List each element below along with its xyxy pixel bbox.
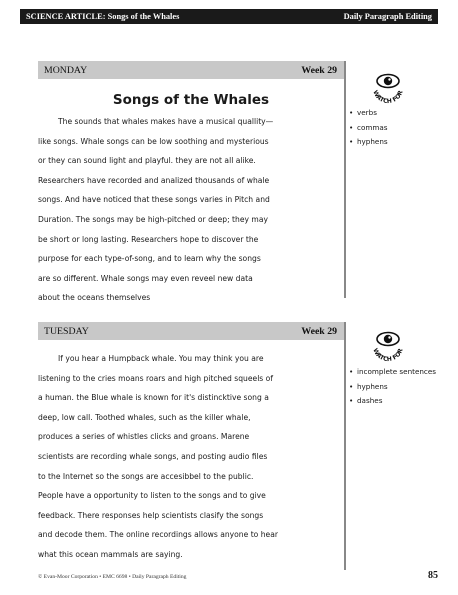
watch-for-item: • commas [348, 123, 438, 132]
article-label: SCIENCE ARTICLE: Songs of the Whales [26, 12, 180, 21]
series-label: Daily Paragraph Editing [343, 12, 432, 21]
paragraph-line: deep, low call. Toothed whales, such as the killer whale, [38, 412, 251, 422]
section-divider [344, 61, 346, 298]
paragraph-line: scientists are recording whale songs, and posting audio files [38, 451, 268, 461]
watch-for-item: • dashes [348, 396, 438, 405]
paragraph-line: Duration. The songs may be high-pitched or deep; they may [38, 214, 268, 224]
tuesday-section [38, 322, 438, 570]
paragraph-line: Researchers have recorded and analized thousands of whale [38, 175, 270, 185]
tuesday-watch-list [348, 367, 438, 411]
article-title: Songs of the Whales [112, 92, 270, 108]
watch-for-eye-icon [368, 327, 408, 365]
paragraph-line: People have a opportunity to listen to the songs and to give [38, 491, 266, 501]
paragraph-line: and decode them. The online recordings allows anyone to hear [38, 530, 278, 540]
day-label: MONDAY [44, 64, 88, 76]
paragraph-line: about the oceans themselves [38, 293, 151, 303]
section-divider [344, 322, 346, 570]
svg-text:WATCH FOR [371, 89, 405, 105]
watch-for-item: • incomplete sentences [348, 367, 438, 376]
paragraph-line: produces a series of whistles clicks and groans. Marene [38, 432, 250, 442]
paragraph-line: purpose for each type-of-song, and to learn why the songs [38, 254, 261, 264]
paragraph-line: feedback. There responses help scientists clasify the songs [38, 510, 264, 520]
paragraph-line: be short or long lasting. Researchers hope to discover the [38, 234, 259, 244]
paragraph-line: or they can sound light and playful. they are not all alike. [38, 156, 256, 166]
page-number: 85 [428, 570, 438, 581]
page-header [20, 9, 438, 24]
watch-for-item: • verbs [348, 108, 438, 117]
paragraph-line: a human. the Blue whale is known for it's distincktive song a [38, 393, 269, 403]
watch-for-label: WATCH FOR [371, 347, 405, 364]
watch-for-item: • hyphens [348, 382, 438, 391]
copyright-footer: © Evan-Moor Corporation • EMC 6698 • Daily Paragraph Editing [38, 574, 187, 580]
week-label: Week 29 [301, 325, 337, 337]
day-label: TUESDAY [44, 325, 89, 337]
watch-for-item: • hyphens [348, 137, 438, 146]
tuesday-body [38, 349, 344, 565]
paragraph-line: to the Internet so the songs are accesibbel to the public. [38, 471, 254, 481]
monday-body [38, 79, 344, 308]
monday-section [38, 61, 438, 303]
svg-text:WATCH FOR [371, 347, 405, 363]
monday-watch-list [348, 108, 438, 152]
monday-header [38, 61, 344, 79]
paragraph-line: like songs. Whale songs can be low soothing and mysterious [38, 136, 269, 146]
tuesday-header [38, 322, 344, 340]
paragraph-line: songs. And have noticed that these songs varies in Pitch and [38, 195, 270, 205]
paragraph-line: what this ocean mammals are saying. [38, 549, 183, 559]
paragraph-line: If you hear a Humpback whale. You may think you are [58, 354, 264, 363]
monday-paragraph [38, 112, 344, 308]
week-label: Week 29 [301, 64, 337, 76]
paragraph-line: listening to the cries moans roars and high pitched squeels of [38, 373, 273, 383]
paragraph-line: The sounds that whales makes have a musical quallity— [58, 117, 274, 126]
paragraph-line: are so different. Whale songs may even reveel new data [38, 273, 253, 283]
watch-for-eye-icon [368, 69, 408, 107]
watch-for-label: WATCH FOR [371, 89, 405, 106]
tuesday-paragraph [38, 349, 344, 565]
